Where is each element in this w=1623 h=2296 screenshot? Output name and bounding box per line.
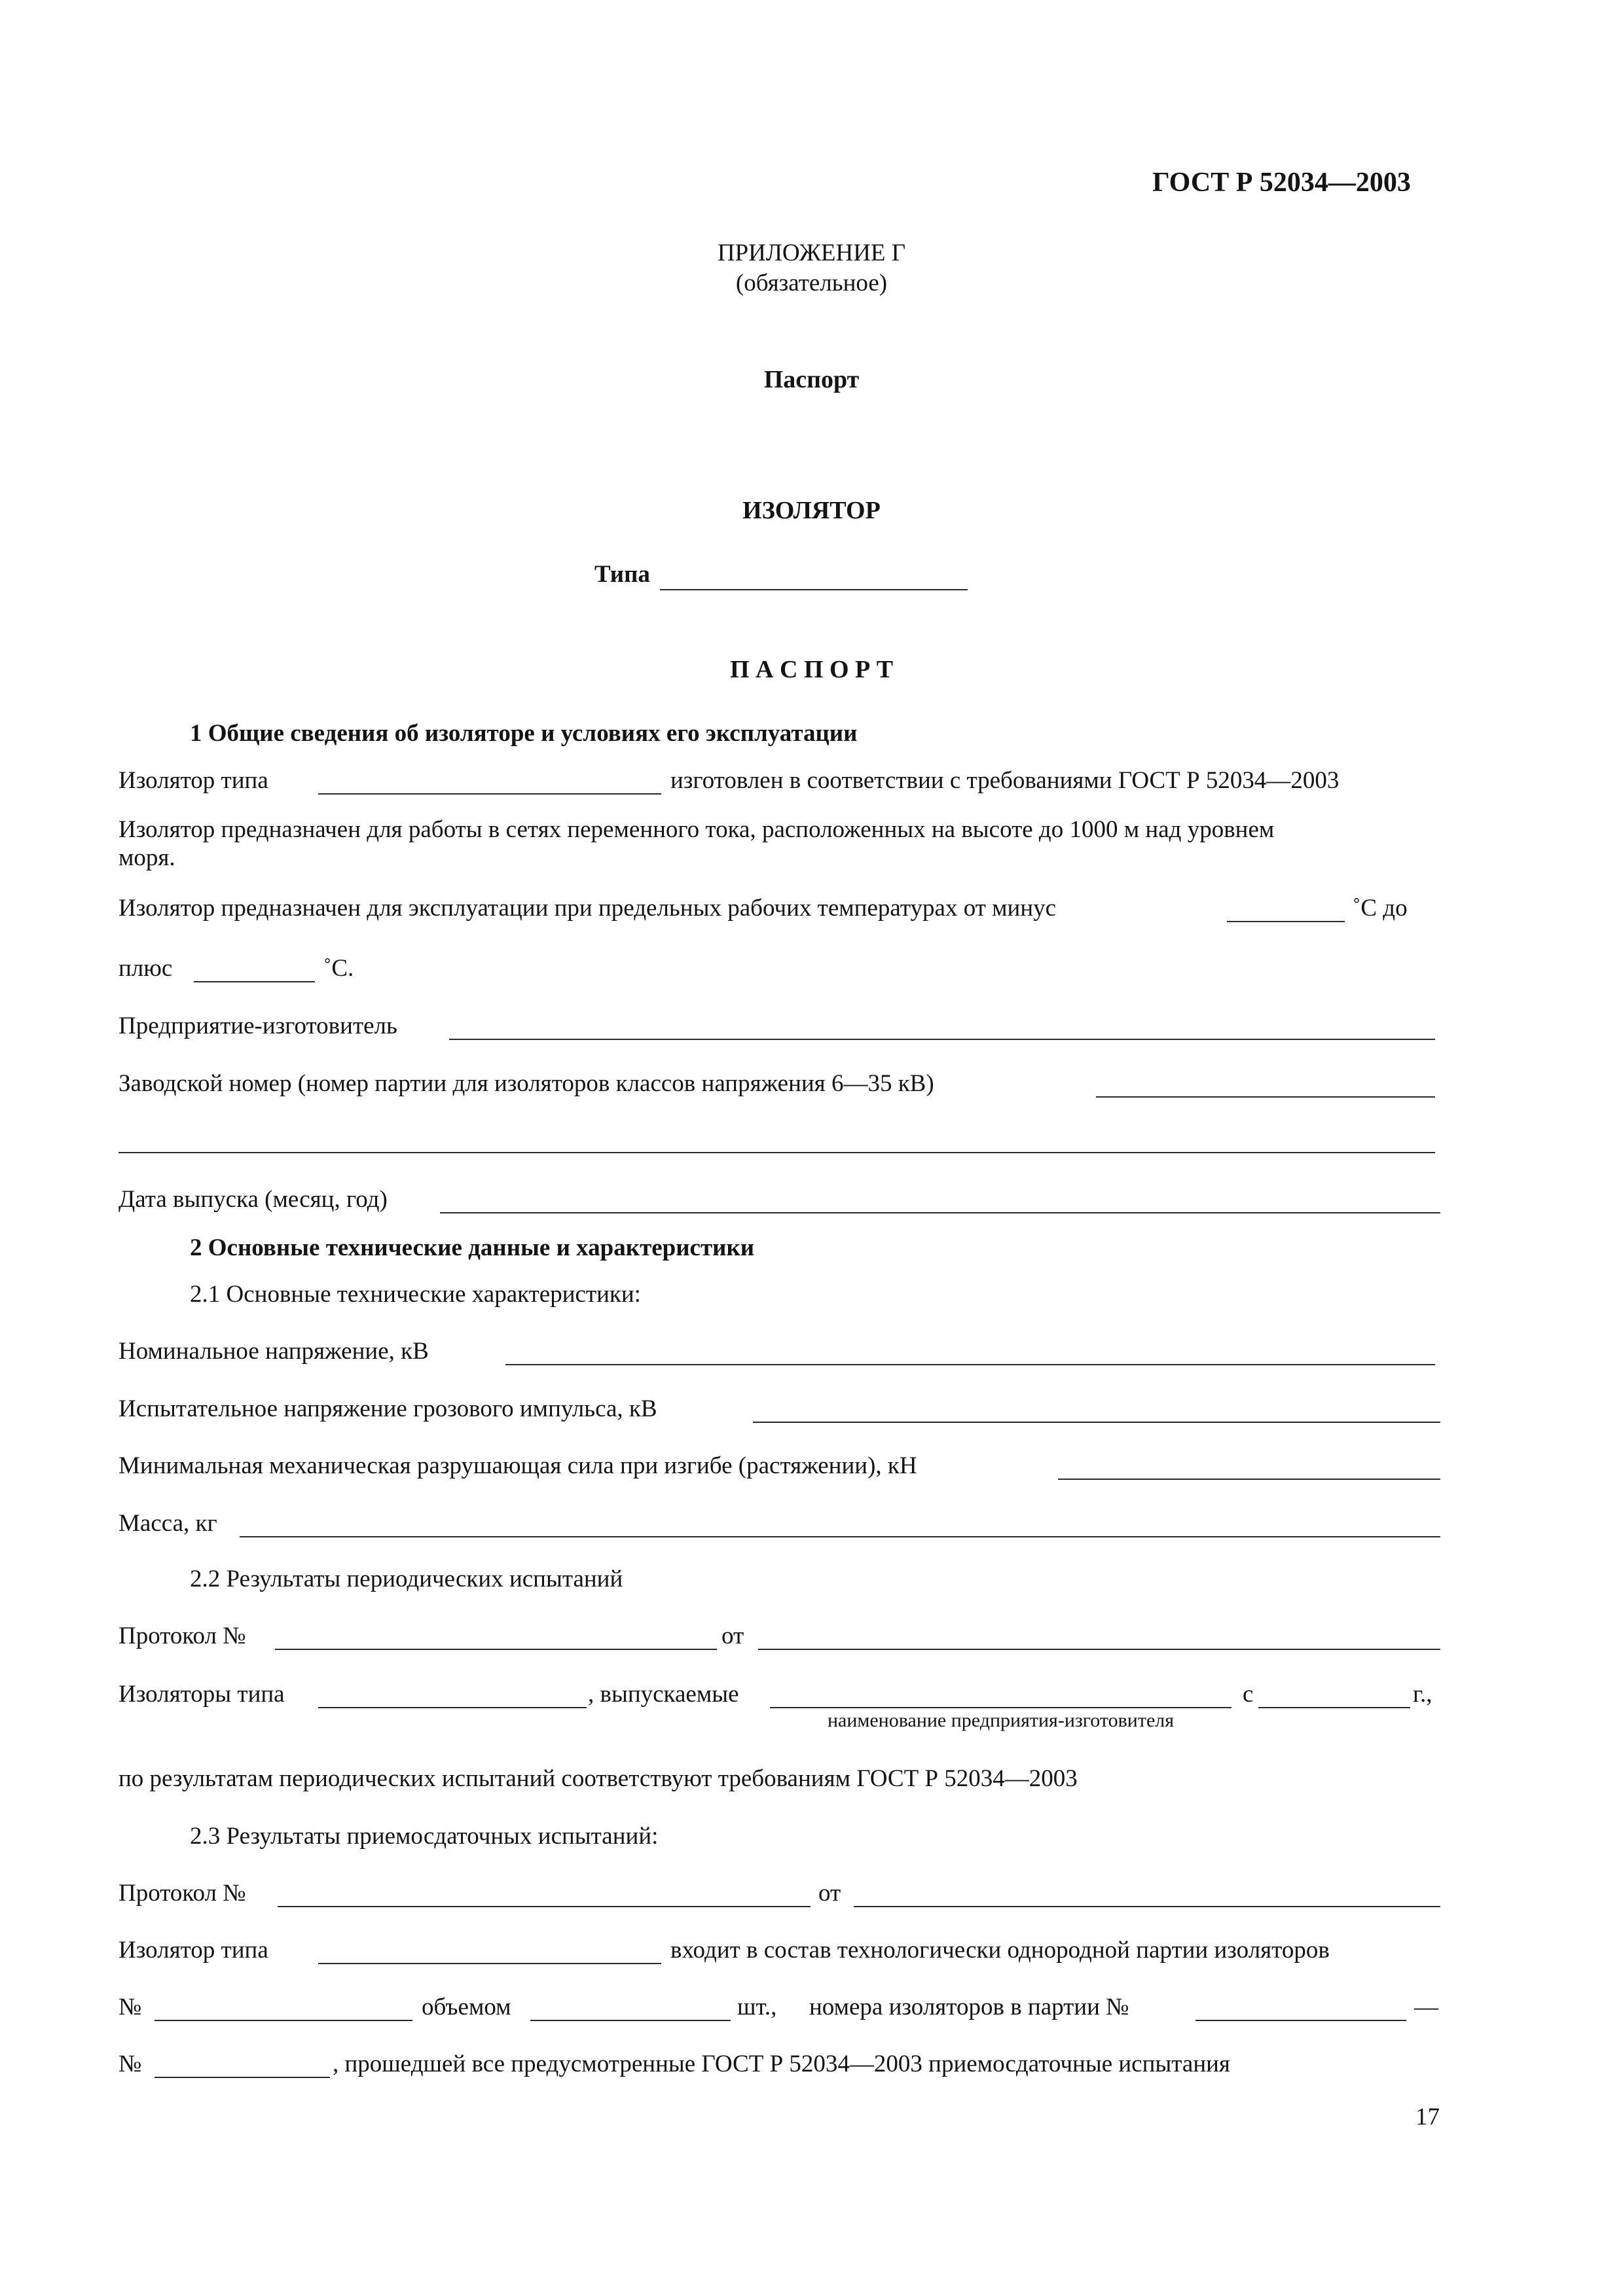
- batch-number-label: №: [119, 1994, 142, 2020]
- release-date-label: Дата выпуска (месяц, год): [119, 1186, 388, 1213]
- volume-label: объемом: [422, 1994, 511, 2020]
- compliance-text: изготовлен в соответствии с требованиями ГОСТ Р 52034—2003: [670, 767, 1340, 794]
- subsection-2-2: 2.2 Результаты периодических испытаний: [190, 1566, 623, 1592]
- max-temp-field[interactable]: [194, 981, 315, 982]
- temperature-text: Изолятор предназначен для эксплуатации при предельных рабочих температурах от минус: [119, 895, 1057, 922]
- insulator-type-label: Изолятор типа: [119, 767, 268, 794]
- manufacturer-name-caption: наименование предприятия-изготовителя: [827, 1710, 1175, 1731]
- periodic-result-text: по результатам периодических испытаний соответствуют требованиям ГОСТ Р 52034—2003: [119, 1765, 1078, 1792]
- manufacturer-name-field[interactable]: [770, 1707, 1231, 1708]
- type-label: Типа: [594, 561, 650, 588]
- doc-title: Паспорт: [763, 366, 860, 393]
- nominal-voltage-field[interactable]: [505, 1364, 1435, 1365]
- since-label: с: [1243, 1681, 1254, 1708]
- insulators-type-label: Изоляторы типа: [119, 1681, 285, 1708]
- insulator-type-field[interactable]: [318, 793, 661, 795]
- manufacturer-field[interactable]: [449, 1039, 1435, 1040]
- temperature-unit: ˚С.: [323, 955, 354, 982]
- passport-heading: П А С П О Р Т: [729, 656, 894, 683]
- purpose-text-line2: моря.: [119, 844, 175, 871]
- volume-field[interactable]: [530, 2020, 731, 2021]
- insulator-type2-field[interactable]: [318, 1963, 661, 1964]
- serial-label: Заводской номер (номер партии для изоляторов классов напряжения 6—35 кВ): [119, 1070, 934, 1097]
- impulse-voltage-field[interactable]: [753, 1422, 1440, 1423]
- serial-field-continuation[interactable]: [119, 1152, 1435, 1153]
- section-2-heading: 2 Основные технические данные и характеристики: [190, 1234, 755, 1261]
- subsection-2-1: 2.1 Основные технические характеристики:: [190, 1281, 641, 1308]
- protocol2-date-field[interactable]: [854, 1906, 1440, 1907]
- protocol-from-label: от: [721, 1623, 744, 1649]
- subsection-2-3: 2.3 Результаты приемосдаточных испытаний:: [190, 1823, 659, 1850]
- produced-label: , выпускаемые: [588, 1681, 739, 1708]
- mass-label: Масса, кг: [119, 1510, 217, 1537]
- numbers-label: номера изоляторов в партии №: [809, 1994, 1129, 2020]
- plus-label: плюс: [119, 955, 173, 982]
- impulse-voltage-label: Испытательное напряжение грозового импульса, кВ: [119, 1395, 657, 1422]
- protocol-label: Протокол №: [119, 1623, 246, 1649]
- protocol2-label: Протокол №: [119, 1880, 246, 1907]
- temperature-unit-to: ˚С до: [1353, 895, 1408, 922]
- purpose-text-line1: Изолятор предназначен для работы в сетях переменного тока, расположенных на высоте до 1000 м над уровнем: [119, 816, 1275, 843]
- breaking-force-label: Минимальная механическая разрушающая сила при изгибе (растяжении), кН: [119, 1452, 917, 1479]
- batch-text: входит в состав технологически однородной партии изоляторов: [670, 1937, 1330, 1964]
- protocol-date-field[interactable]: [758, 1649, 1440, 1650]
- device-title: ИЗОЛЯТОР: [742, 497, 881, 524]
- insulators-type-field[interactable]: [318, 1707, 587, 1708]
- serial-field[interactable]: [1096, 1096, 1435, 1098]
- tests-passed-text: , прошедшей все предусмотренные ГОСТ Р 52034—2003 приемосдаточные испытания: [333, 2051, 1230, 2077]
- page-number: 17: [1415, 2104, 1440, 2130]
- protocol2-number-field[interactable]: [278, 1906, 811, 1907]
- type-field-line[interactable]: [660, 589, 968, 590]
- document-code: ГОСТ Р 52034—2003: [1152, 168, 1411, 198]
- insulator-type2-label: Изолятор типа: [119, 1937, 268, 1964]
- manufacturer-label: Предприятие-изготовитель: [119, 1013, 397, 1039]
- section-1-heading: 1 Общие сведения об изоляторе и условиях его эксплуатации: [190, 720, 858, 747]
- since-year-field[interactable]: [1258, 1707, 1410, 1708]
- min-temp-field[interactable]: [1227, 921, 1345, 922]
- year-suffix: г.,: [1413, 1681, 1432, 1708]
- range-dash: —: [1414, 1994, 1438, 2020]
- appendix-note: (обязательное): [735, 270, 888, 296]
- protocol2-from-label: от: [818, 1880, 841, 1907]
- batch-number-field[interactable]: [155, 2020, 412, 2021]
- pieces-label: шт.,: [737, 1994, 777, 2020]
- protocol-number-field[interactable]: [275, 1649, 717, 1650]
- nominal-voltage-label: Номинальное напряжение, кВ: [119, 1338, 429, 1365]
- appendix-title: ПРИЛОЖЕНИЕ Г: [717, 240, 906, 266]
- numbers-to-field[interactable]: [155, 2077, 330, 2078]
- breaking-force-field[interactable]: [1058, 1479, 1440, 1480]
- release-date-field[interactable]: [440, 1212, 1440, 1213]
- mass-field[interactable]: [240, 1536, 1440, 1537]
- numbers-from-field[interactable]: [1195, 2020, 1406, 2021]
- numbers-to-label: №: [119, 2051, 142, 2077]
